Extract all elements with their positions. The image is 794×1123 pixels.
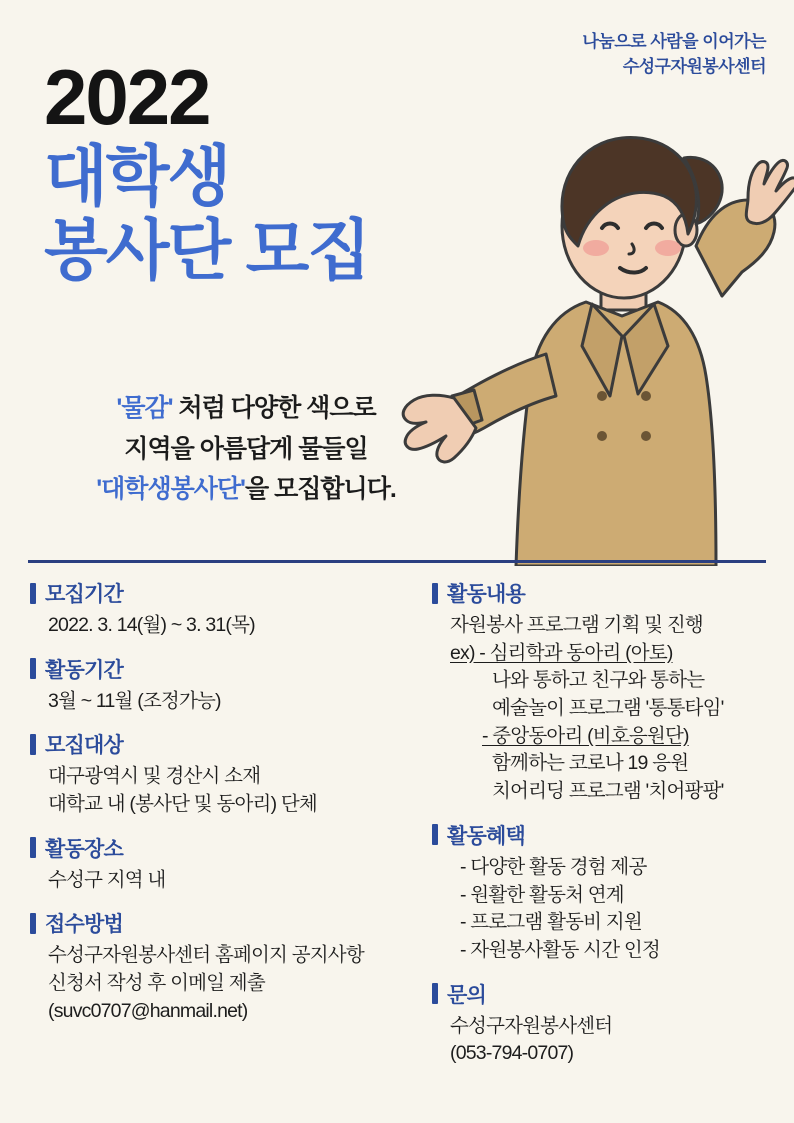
section-body bbox=[432, 612, 782, 806]
right-column bbox=[432, 578, 782, 1082]
subcopy-line-3 bbox=[46, 469, 446, 510]
subcopy-line-2: 지역을 아름답게 물들일 bbox=[124, 434, 368, 463]
section-line: - 프로그램 활동비 지원 bbox=[460, 911, 642, 934]
bullet-bar-icon bbox=[30, 658, 36, 679]
subcopy-line-1-rest: 처럼 다양한 색으로 bbox=[172, 394, 376, 422]
section-line: 나와 통하고 친구와 통하는 bbox=[492, 669, 705, 692]
section-body bbox=[30, 612, 420, 640]
section-title: 접수방법 bbox=[45, 913, 123, 937]
section-body bbox=[30, 763, 420, 818]
section-header bbox=[30, 578, 420, 608]
woman-in-trench-coat-illustration bbox=[396, 96, 794, 566]
bullet-bar-icon bbox=[30, 837, 36, 858]
section-recruit-period bbox=[30, 578, 420, 640]
section-header bbox=[30, 729, 420, 759]
application-email: (suvc0707@hanmail.net) bbox=[48, 999, 248, 1022]
headline bbox=[44, 53, 370, 288]
section-line-example-1: ex) - 심리학과 동아리 (아토) bbox=[450, 641, 673, 664]
section-line: 3월 ~ 11월 (조정가능) bbox=[48, 689, 221, 712]
section-body bbox=[432, 854, 782, 965]
section-header bbox=[432, 578, 782, 608]
section-line: 신청서 작성 후 이메일 제출 bbox=[48, 972, 265, 995]
subcopy-highlight-team: '대학생봉사단' bbox=[96, 475, 245, 503]
section-line: 함께하는 코로나 19 응원 bbox=[492, 752, 689, 775]
section-header bbox=[30, 908, 420, 938]
section-body bbox=[30, 688, 420, 716]
headline-title-line1: 대학생 bbox=[44, 139, 230, 213]
left-column bbox=[30, 578, 420, 1040]
bullet-bar-icon bbox=[432, 583, 438, 604]
org-name: 수성구자원봉사센터 bbox=[622, 56, 766, 76]
section-line: 수성구 지역 내 bbox=[48, 868, 166, 891]
section-title: 모집대상 bbox=[45, 734, 123, 758]
section-location bbox=[30, 833, 420, 895]
contact-phone: (053-794-0707) bbox=[450, 1042, 574, 1065]
section-benefits bbox=[432, 820, 782, 965]
section-line: 자원봉사 프로그램 기획 및 진행 bbox=[450, 614, 703, 636]
org-tagline: 나눔으로 사람을 이어가는 bbox=[582, 32, 766, 51]
section-line: 수성구자원봉사센터 홈페이지 공지사항 bbox=[48, 944, 364, 967]
subcopy bbox=[46, 388, 446, 510]
section-title: 활동내용 bbox=[447, 583, 525, 606]
subcopy-line-3-rest: 을 모집합니다. bbox=[245, 475, 396, 503]
section-body bbox=[432, 1013, 782, 1068]
subcopy-highlight-mulgam: '물감' bbox=[116, 394, 173, 422]
section-line: - 자원봉사활동 시간 인정 bbox=[460, 938, 660, 961]
section-activity-period bbox=[30, 654, 420, 716]
section-line: 수성구자원봉사센터 bbox=[450, 1014, 613, 1037]
section-line: 대구광역시 및 경산시 소재 bbox=[48, 765, 261, 788]
bullet-bar-icon bbox=[30, 583, 36, 604]
section-header bbox=[432, 820, 782, 850]
section-line: - 원활한 활동처 연계 bbox=[460, 883, 624, 906]
section-title: 활동기간 bbox=[45, 658, 123, 682]
section-title: 문의 bbox=[447, 983, 486, 1007]
section-line: 치어리딩 프로그램 '치어팡팡' bbox=[492, 780, 724, 803]
bullet-bar-icon bbox=[30, 913, 36, 934]
organization-block bbox=[582, 30, 766, 79]
section-header bbox=[30, 833, 420, 863]
bullet-bar-icon bbox=[30, 734, 36, 755]
section-body bbox=[30, 867, 420, 895]
section-line-example-2: - 중앙동아리 (비호응원단) bbox=[482, 724, 689, 747]
bullet-bar-icon bbox=[432, 824, 438, 845]
section-contact bbox=[432, 979, 782, 1068]
headline-title-line2: 봉사단 모집 bbox=[44, 212, 370, 287]
bullet-bar-icon bbox=[432, 983, 438, 1004]
section-line: 예술놀이 프로그램 '통통타임' bbox=[492, 697, 724, 720]
section-line: 2022. 3. 14(월) ~ 3. 31(목) bbox=[48, 614, 255, 636]
section-eligibility bbox=[30, 729, 420, 818]
headline-year: 2022 bbox=[44, 53, 210, 141]
section-activities bbox=[432, 578, 782, 806]
section-body bbox=[30, 942, 420, 1025]
section-header bbox=[432, 979, 782, 1009]
section-line: - 다양한 활동 경험 제공 bbox=[460, 855, 647, 878]
section-title: 활동혜택 bbox=[447, 824, 525, 848]
section-title: 모집기간 bbox=[45, 583, 123, 606]
divider bbox=[28, 560, 766, 563]
section-title: 활동장소 bbox=[45, 837, 123, 861]
section-line: 대학교 내 (봉사단 및 동아리) 단체 bbox=[48, 793, 317, 816]
subcopy-line-1 bbox=[46, 388, 446, 429]
section-header bbox=[30, 654, 420, 684]
section-how-to-apply bbox=[30, 908, 420, 1025]
